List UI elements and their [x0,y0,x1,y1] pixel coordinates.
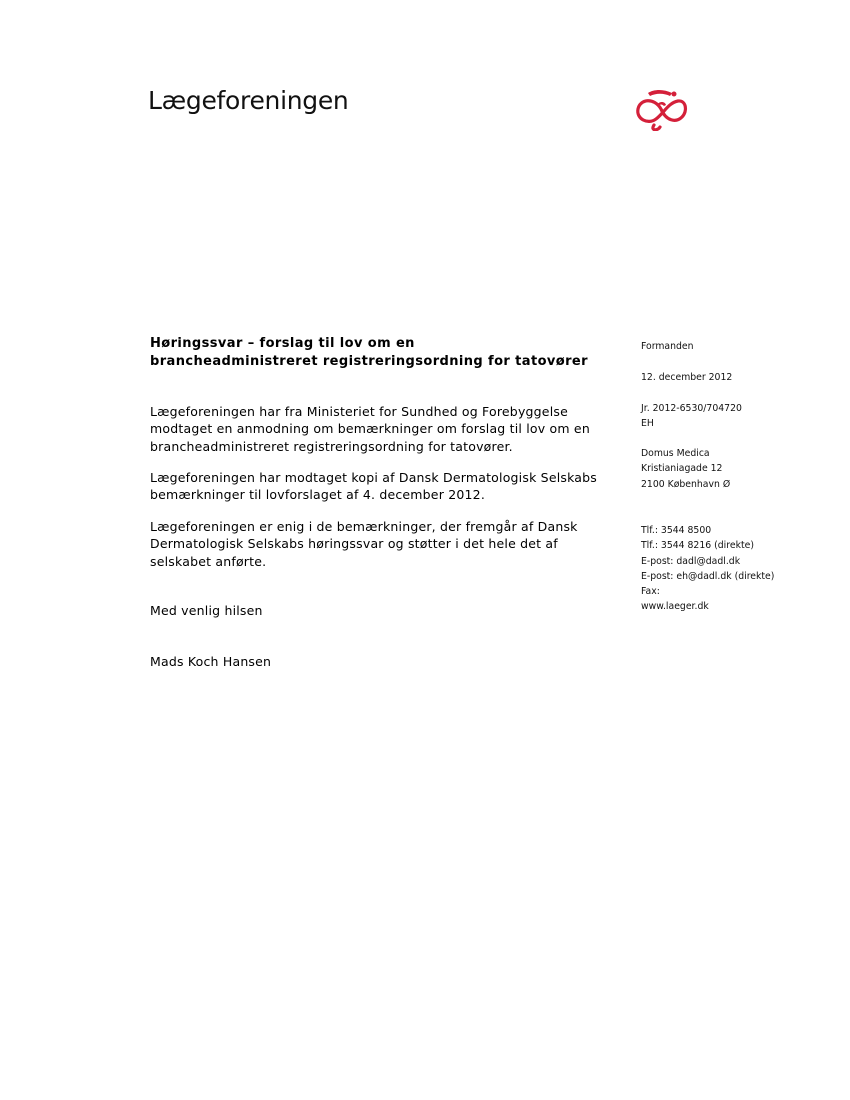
journal-number: Jr. 2012-6530/704720 [641,403,742,414]
paragraph-agreement [150,518,578,570]
letter-date: 12. december 2012 [641,372,733,383]
paragraph-line: Dermatologisk Selskabs høringssvar og støtter i det hele det af [150,536,558,552]
paragraph-line: modtaget en anmodning om bemærkninger om forslag til lov om en [150,421,590,437]
address-line: Domus Medica [641,448,710,459]
postal-address [641,446,730,492]
paragraph-copy-received [150,469,597,504]
snake-staff-emblem-icon [634,87,688,131]
letter-body [150,335,610,669]
email-main: E-post: dadl@dadl.dk [641,555,741,567]
letter-title [150,335,610,371]
case-initials: EH [641,418,654,429]
closing-salutation: Med venlig hilsen [150,603,263,618]
paragraph-line: brancheadministreret registreringsordning for tatovører. [150,438,513,454]
address-line: 2100 København Ø [641,478,731,490]
phone-direct: Tlf.: 3544 8216 (direkte) [641,540,754,552]
paragraph-line: Lægeforeningen har fra Ministeriet for Sundhed og Forebyggelse [150,404,568,419]
address-line: Kristianiagade 12 [641,463,723,475]
paragraph-request [150,403,590,455]
sender-role: Formanden [641,341,694,352]
org-logo-wordmark: Lægeforeningen [148,86,349,115]
fax-number: Fax: [641,586,660,598]
phone-main: Tlf.: 3544 8500 [641,525,712,536]
title-line: Høringssvar – forslag til lov om en [150,336,415,351]
paragraph-line: Lægeforeningen har modtaget kopi af Dansk Dermatologisk Selskabs [150,470,598,485]
signer-name: Mads Koch Hansen [150,654,272,669]
paragraph-line: bemærkninger til lovforslaget af 4. december 2012. [150,487,485,503]
paragraph-line: selskabet anførte. [150,553,267,569]
paragraph-line: Lægeforeningen er enig i de bemærkninger, der fremgår af Dansk [150,519,578,534]
website-link: www.laeger.dk [641,601,709,613]
contact-details [641,523,774,615]
title-line: brancheadministreret registreringsordning for tatovører [150,354,588,369]
email-direct: E-post: eh@dadl.dk (direkte) [641,570,775,582]
